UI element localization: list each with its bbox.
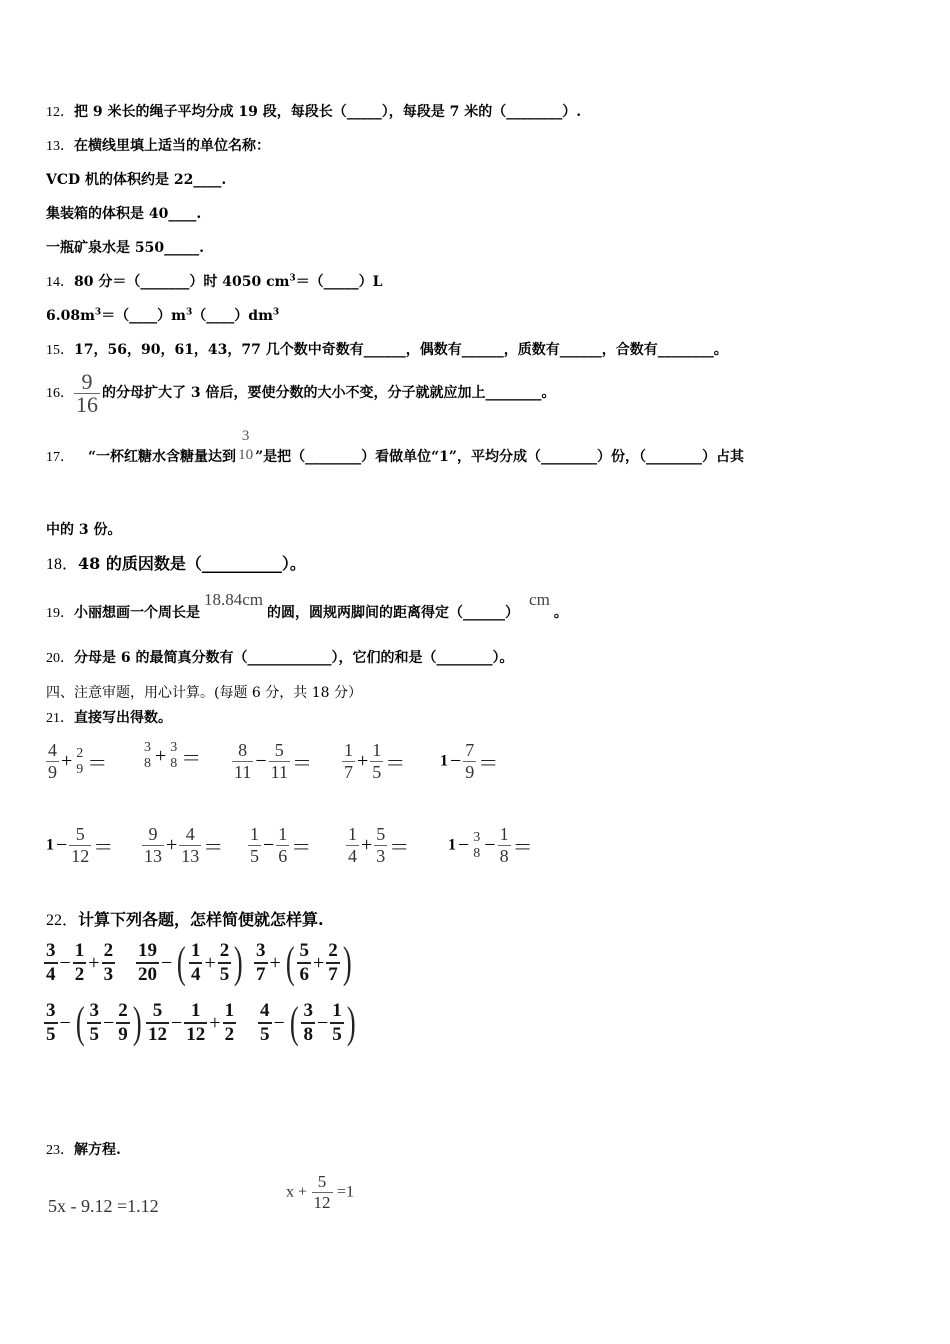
question-text: 直接写出得数。 [74, 710, 172, 726]
question-text: 48 的质因数是（__________）。 [78, 554, 306, 573]
question-number: 16． [46, 386, 74, 401]
question-18 [46, 554, 306, 575]
eq2-rhs: =1 [337, 1183, 355, 1201]
value-circumference: 18.84cm [204, 590, 264, 609]
calc-expression: $\frac{4}{5}$ − ( $\frac{3}{8}$ − $\frac{1}{5}$ ) [260, 998, 356, 1047]
question-21 [46, 708, 172, 729]
numerator: 3 [241, 428, 250, 444]
q14-text-d: ＝（____）m [101, 308, 187, 324]
q13-line-2: 集装箱的体积是 40____. [46, 206, 202, 222]
calc-expression: 1 − $\frac{7}{9}$ ＝ [440, 740, 499, 782]
question-12 [46, 102, 581, 123]
question-text-b: 的圆，圆规两脚间的距离得定（______） [267, 605, 520, 621]
question-text: 小丽想画一个周长是 [74, 605, 200, 621]
q14-line-2 [46, 306, 279, 326]
question-text: 17，56，90，61，43，77 几个数中奇数有______，偶数有______，质数有______，合数有________。 [74, 342, 728, 358]
question-17 [46, 428, 744, 483]
q14-text-b: ＝（_____）L [295, 274, 383, 290]
fraction [236, 426, 255, 464]
question-text: “一杯红糖水含糖量达到 [88, 449, 237, 465]
question-22 [46, 910, 324, 931]
calc-expression: $\frac{1}{5}$ − $\frac{1}{6}$ ＝ [250, 824, 312, 866]
denominator: 12 [313, 1193, 331, 1212]
superscript: 3 [272, 307, 280, 318]
calc-expression: 3 8 + 3 8 ＝ [144, 740, 202, 771]
q14-text-c: 6.08m [46, 308, 95, 324]
question-number: 17． [46, 450, 74, 465]
calc-expression: $\frac{3}{4}$ − $\frac{1}{2}$ + $\frac{2}{3}$ [46, 940, 114, 985]
calc-expression: $\frac{1}{7}$ + $\frac{1}{5}$ ＝ [344, 740, 406, 782]
calc-expression: $\frac{8}{11}$ − $\frac{5}{11}$ ＝ [234, 740, 312, 782]
superscript: 3 [94, 307, 102, 318]
calc-expression: $\frac{3}{5}$ − ( $\frac{3}{5}$ − $\frac{2}{9}$ ) [46, 998, 142, 1047]
calc-expression: $\frac{5}{12}$ − $\frac{1}{12}$ + $\frac{1}{2}$ [148, 1000, 235, 1045]
question-text: 的分母扩大了 3 倍后，要使分数的大小不变，分子就就应加上________。 [102, 385, 556, 401]
question-number: 18． [46, 556, 79, 573]
question-text-b: ”是把（________）看做单位“1”，平均分成（________）份，（________）占其 [255, 449, 744, 465]
period: 。 [553, 605, 568, 621]
calc-expression: 1 − 3 8 − $\frac{1}{8}$ ＝ [448, 824, 533, 866]
question-20 [46, 648, 514, 669]
question-number: 12． [46, 105, 74, 120]
question-19 [46, 590, 568, 624]
q14-text-a: 80 分＝（_______）时 4050 cm [74, 274, 290, 290]
question-number: 19． [46, 606, 74, 621]
fraction [312, 1172, 333, 1213]
superscript: 3 [289, 273, 296, 284]
fraction [74, 368, 100, 417]
q14-text-e: （____）dm [192, 308, 273, 324]
question-14 [46, 272, 383, 293]
question-23 [46, 1140, 121, 1161]
question-16 [46, 368, 556, 419]
calc-expression: $\frac{3}{7}$ + ( $\frac{5}{6}$ + $\frac{2}{7}$ ) [256, 938, 352, 987]
equation-1: 5x - 9.12 =1.12 [48, 1196, 159, 1216]
section-heading: 四、注意审题，用心计算。(每题 6 分，共 18 分） [46, 685, 362, 701]
question-number: 22． [46, 912, 79, 929]
question-text: 把 9 米长的绳子平均分成 19 段，每段长（_____），每段是 7 米的（________）. [74, 104, 582, 120]
denominator: 10 [238, 447, 254, 463]
question-number: 20． [46, 651, 74, 666]
q17-line-2: 中的 3 份。 [46, 522, 122, 538]
question-number: 15． [46, 343, 74, 358]
calc-expression: $\frac{1}{4}$ + $\frac{5}{3}$ ＝ [348, 824, 410, 866]
question-13 [46, 136, 270, 157]
question-text: 解方程. [74, 1142, 121, 1158]
numerator: 9 [74, 371, 100, 394]
question-number: 13． [46, 139, 74, 154]
calc-expression: $\frac{4}{9}$ + 2 9 ＝ [48, 740, 108, 782]
calc-expression: $\frac{9}{13}$ + $\frac{4}{13}$ ＝ [144, 824, 224, 866]
q13-line-1: VCD 机的体积约是 22____. [46, 172, 227, 188]
question-number: 14． [46, 275, 74, 290]
eq2-lhs: x + [286, 1183, 308, 1201]
denominator: 16 [76, 391, 98, 417]
calc-expression: 1 − $\frac{5}{12}$ ＝ [46, 824, 114, 866]
question-text: 在横线里填上适当的单位名称： [74, 138, 270, 154]
equation-2 [286, 1172, 354, 1213]
question-number: 21． [46, 711, 74, 726]
calc-expression: $\frac{19}{20}$ − ( $\frac{1}{4}$ + $\frac{2}{5}$ ) [138, 938, 243, 987]
unit-cm: cm [529, 590, 550, 609]
numerator: 5 [312, 1172, 333, 1193]
question-15 [46, 340, 728, 361]
question-text: 计算下列各题，怎样简便就怎样算. [78, 910, 324, 929]
question-text: 分母是 6 的最简真分数有（____________），它们的和是（________）。 [74, 650, 514, 666]
q13-line-3: 一瓶矿泉水是 550_____. [46, 240, 204, 256]
superscript: 3 [186, 307, 193, 318]
question-number: 23． [46, 1143, 74, 1158]
